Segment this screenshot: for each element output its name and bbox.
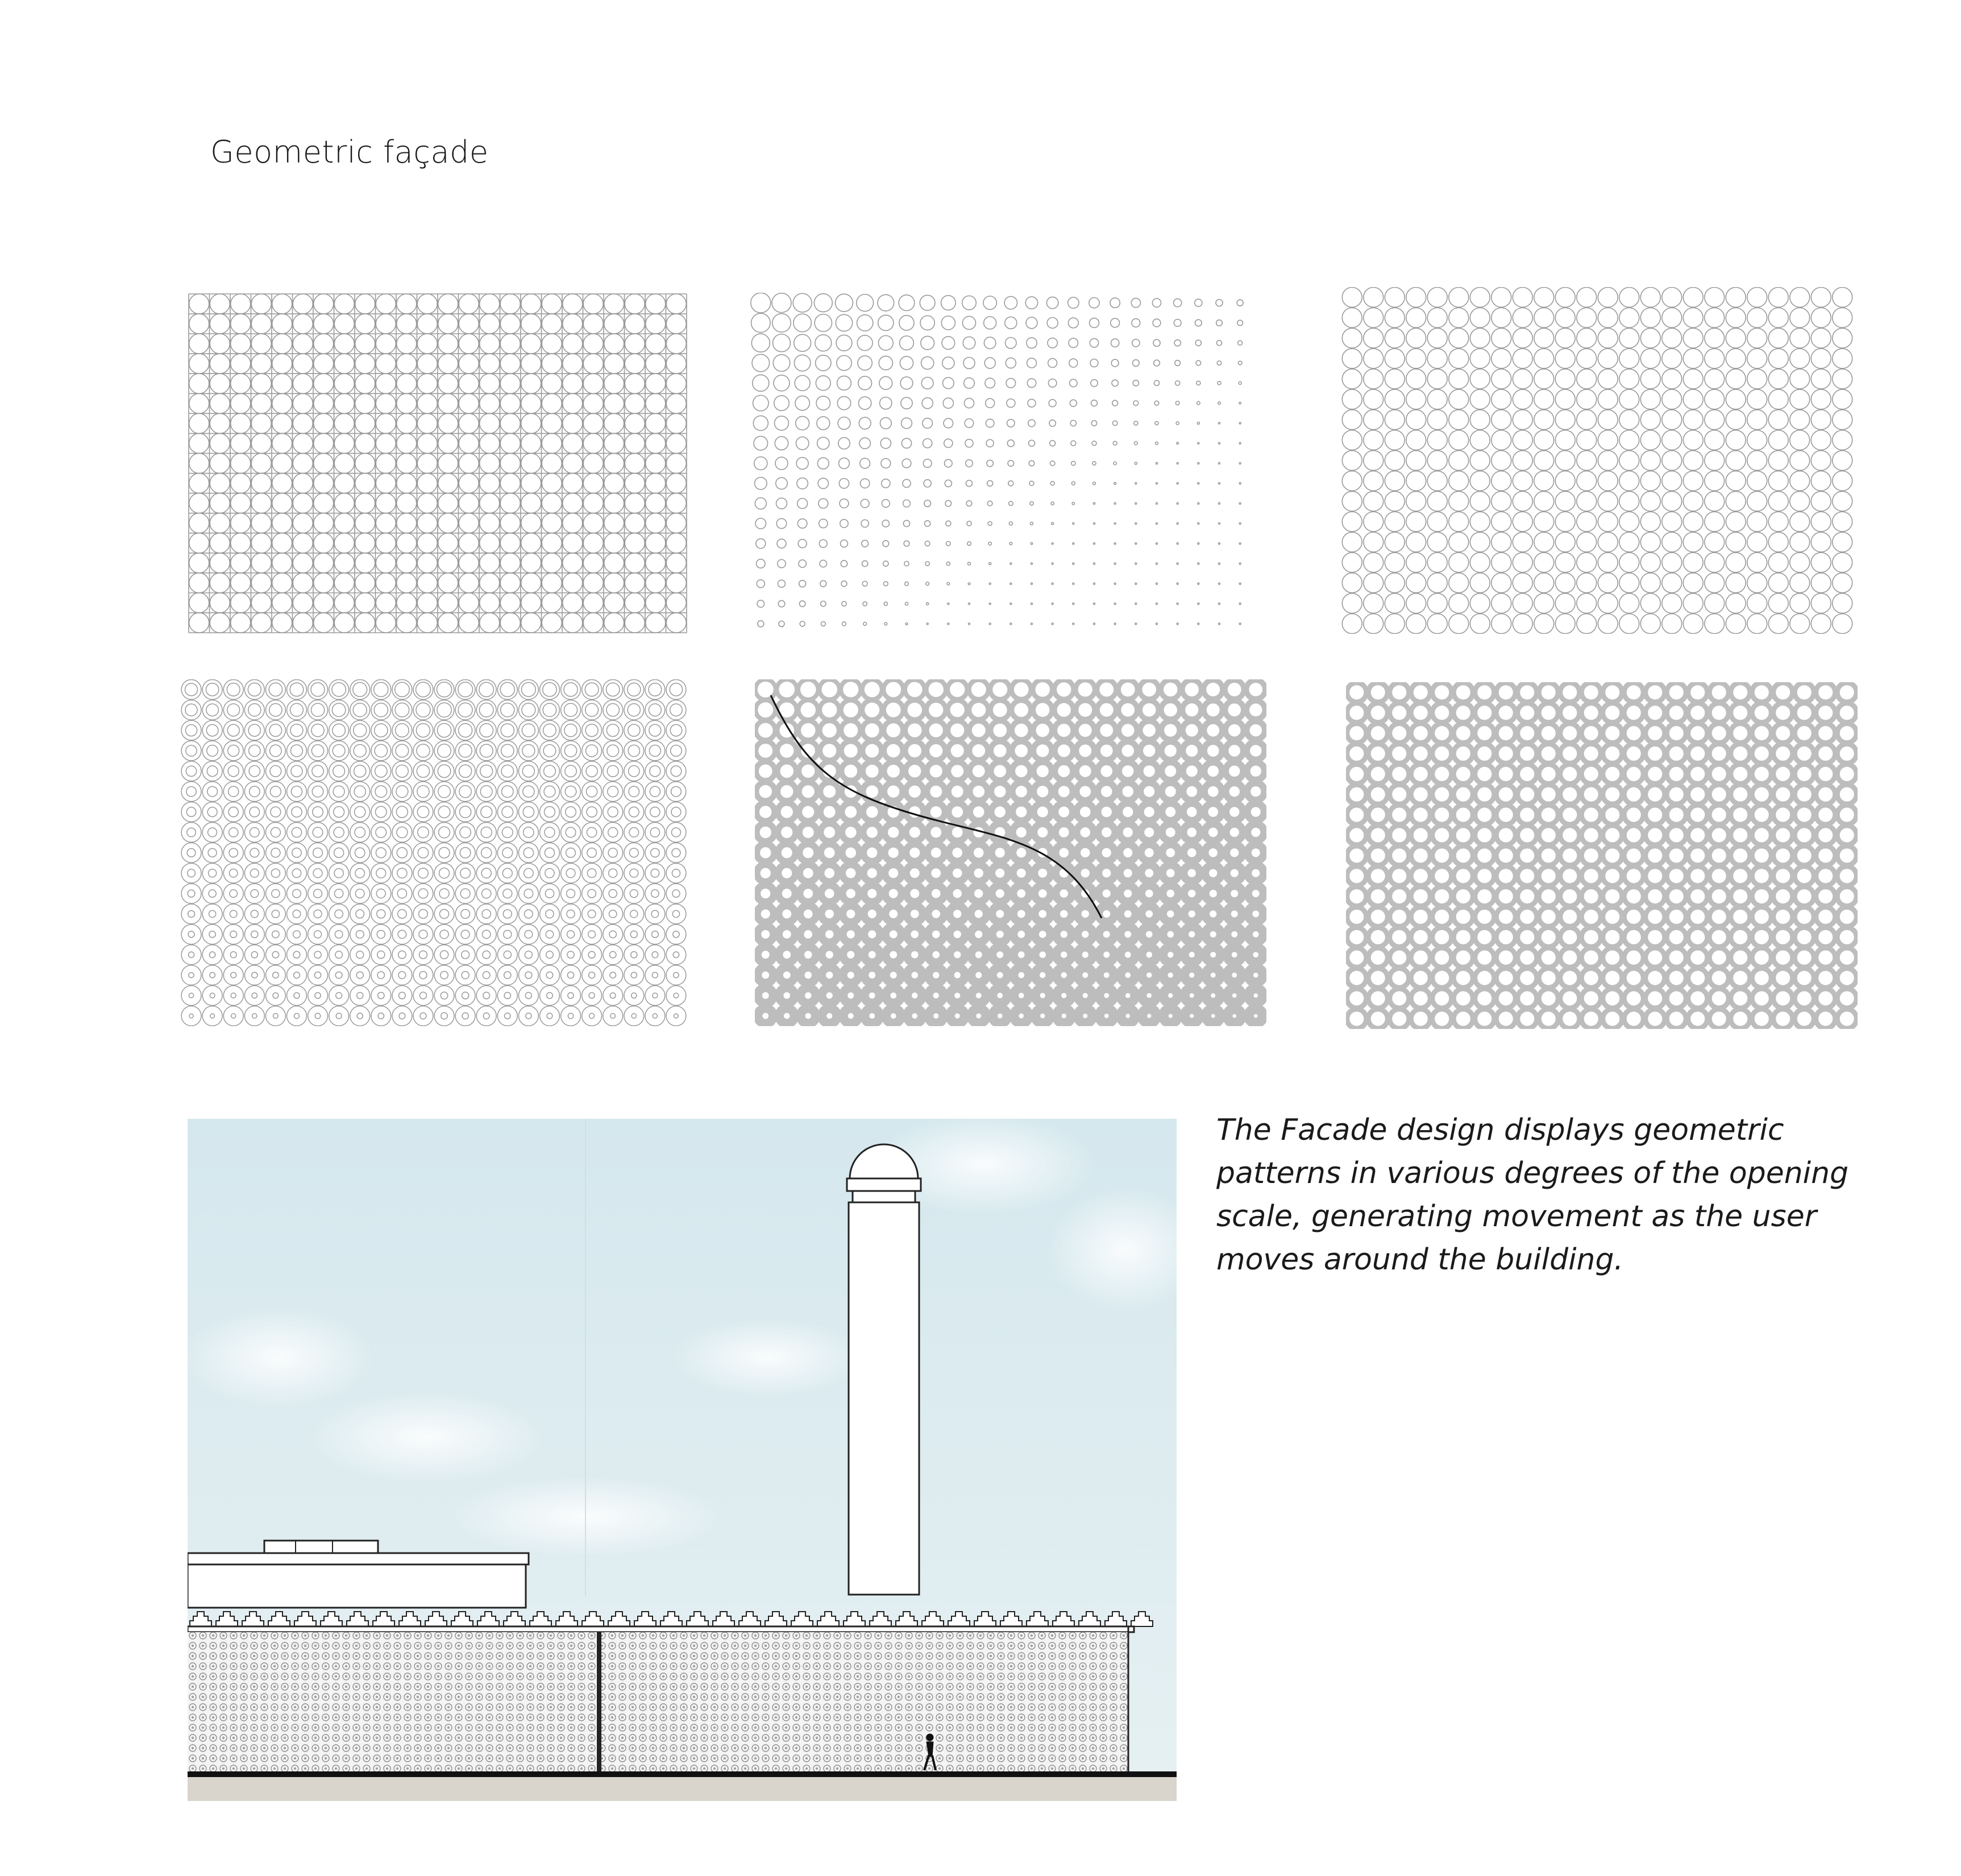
pattern-panel-concentric-circles [181,679,687,1026]
page-title: Geometric façade [210,134,489,170]
stepped-parapet [190,1612,1153,1626]
pattern-panel-solid-gradient-curve [755,679,1266,1026]
facade-elevation-drawing [188,1119,1177,1801]
pattern-panel-uniform-circles [1341,287,1853,634]
description-text: The Facade design displays geometric patterns in various degrees of the opening scale, generating movement as the user moves around the building. [1216,1113,1849,1277]
pattern-panel-solid-uniform [1346,682,1858,1029]
ground-strip [188,1771,1177,1801]
perforated-screen [188,1626,1134,1773]
pattern-panel-gradient-circles [750,293,1250,634]
pattern-panel-grid-circles [188,293,688,634]
minaret [847,1144,921,1595]
